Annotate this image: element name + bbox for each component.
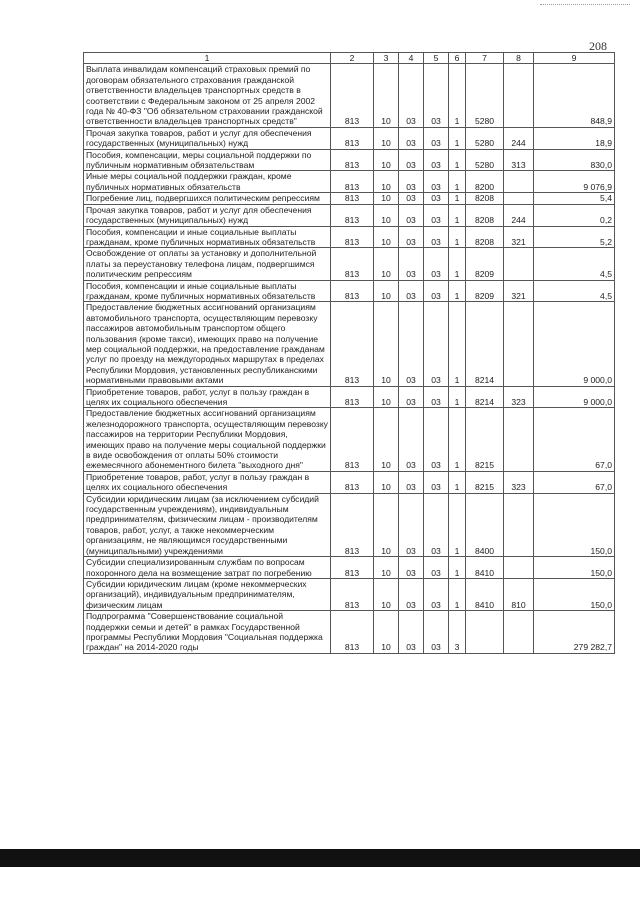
code-vr-cell [504,193,534,204]
row-name-cell: Субсидии юридическим лицам (кроме некоммерческих организаций), индивидуальным предпринимателям, физическим лицам [84,578,331,610]
code-cs2-cell: 1 [449,204,466,226]
code-gr-cell: 813 [331,471,374,493]
row-name-cell: Подпрограмма "Совершенствование социальной поддержки семьи и детей" в рамках Государственной программы Республики Мордовия "Социальная поддержка граждан" на 2014-2020 годы [84,611,331,654]
code-cs2-cell: 1 [449,226,466,248]
code-vr-cell [504,302,534,386]
code-cs2-cell: 1 [449,64,466,127]
amount-cell: 279 282,7 [534,611,615,654]
code-rz-cell: 10 [374,557,399,579]
amount-cell: 4,5 [534,280,615,302]
code-cs2-cell: 3 [449,611,466,654]
header-cell: 8 [504,53,534,64]
code-gr-cell: 813 [331,408,374,471]
row-name-cell: Приобретение товаров, работ, услуг в пользу граждан в целях их социального обеспечения [84,471,331,493]
code-rz-cell: 10 [374,127,399,149]
code-pr-cell: 03 [399,127,424,149]
row-name-cell: Прочая закупка товаров, работ и услуг для обеспечения государственных (муниципальных) нужд [84,204,331,226]
amount-cell: 830,0 [534,149,615,171]
code-gr-cell: 813 [331,171,374,193]
code-cs3-cell: 5280 [466,64,504,127]
code-pr-cell: 03 [399,248,424,280]
code-cs2-cell: 1 [449,302,466,386]
code-cs3-cell: 8215 [466,471,504,493]
code-cs1-cell: 03 [424,557,449,579]
code-gr-cell: 813 [331,193,374,204]
code-pr-cell: 03 [399,611,424,654]
header-cell: 1 [84,53,331,64]
code-gr-cell: 813 [331,204,374,226]
code-cs1-cell: 03 [424,280,449,302]
code-pr-cell: 03 [399,226,424,248]
code-cs2-cell: 1 [449,386,466,408]
code-cs2-cell: 1 [449,493,466,556]
row-name-cell: Субсидии специализированным службам по вопросам похоронного дела на возмещение затрат по погребению [84,557,331,579]
code-cs1-cell: 03 [424,493,449,556]
code-vr-cell: 313 [504,149,534,171]
code-cs2-cell: 1 [449,557,466,579]
row-name-cell: Предоставление бюджетных ассигнований организациям автомобильного транспорта, осуществляющим перевозку пассажиров автомобильным транспортом общего пользования (кроме такси), имеющих право на получение мер социальной поддержки, на предоставление гражданам услуг по проезду на междугородных маршрутах в пределах Республики Мордовия, установленных республиканскими нормативными правовыми актами [84,302,331,386]
table-row [84,386,615,408]
code-cs1-cell: 03 [424,127,449,149]
table-row [84,149,615,171]
row-name-cell: Пособия, компенсации и иные социальные выплаты гражданам, кроме публичных нормативных обязательств [84,280,331,302]
table-row [84,127,615,149]
code-pr-cell: 03 [399,578,424,610]
code-cs1-cell: 03 [424,204,449,226]
header-cell: 6 [449,53,466,64]
amount-cell: 9 000,0 [534,386,615,408]
table-row [84,408,615,471]
code-cs3-cell: 8215 [466,408,504,471]
code-rz-cell: 10 [374,471,399,493]
code-cs1-cell: 03 [424,408,449,471]
table-row [84,204,615,226]
code-cs3-cell: 8208 [466,226,504,248]
amount-cell: 9 076,9 [534,171,615,193]
amount-cell: 18,9 [534,127,615,149]
code-cs1-cell: 03 [424,64,449,127]
code-pr-cell: 03 [399,171,424,193]
table-row [84,193,615,204]
code-cs3-cell: 5280 [466,127,504,149]
scan-artifact [540,4,630,7]
code-rz-cell: 10 [374,248,399,280]
header-cell: 3 [374,53,399,64]
code-cs1-cell: 03 [424,149,449,171]
code-vr-cell [504,248,534,280]
code-cs3-cell: 5280 [466,149,504,171]
code-rz-cell: 10 [374,64,399,127]
budget-table [83,52,615,654]
code-gr-cell: 813 [331,611,374,654]
code-pr-cell: 03 [399,471,424,493]
code-gr-cell: 813 [331,149,374,171]
code-cs3-cell: 8208 [466,204,504,226]
code-cs3-cell: 8214 [466,302,504,386]
code-cs1-cell: 03 [424,611,449,654]
code-vr-cell: 323 [504,471,534,493]
code-cs1-cell: 03 [424,193,449,204]
code-cs2-cell: 1 [449,149,466,171]
code-cs3-cell: 8214 [466,386,504,408]
code-vr-cell [504,557,534,579]
amount-cell: 4,5 [534,248,615,280]
code-vr-cell: 244 [504,127,534,149]
code-cs2-cell: 1 [449,248,466,280]
code-gr-cell: 813 [331,386,374,408]
code-pr-cell: 03 [399,280,424,302]
amount-cell: 67,0 [534,408,615,471]
amount-cell: 5,4 [534,193,615,204]
code-pr-cell: 03 [399,557,424,579]
code-vr-cell: 323 [504,386,534,408]
code-cs3-cell: 8209 [466,248,504,280]
row-name-cell: Пособия, компенсации и иные социальные выплаты гражданам, кроме публичных нормативных обязательств [84,226,331,248]
row-name-cell: Погребение лиц, подвергшихся политическим репрессиям [84,193,331,204]
table-row [84,226,615,248]
code-rz-cell: 10 [374,386,399,408]
row-name-cell: Приобретение товаров, работ, услуг в пользу граждан в целях их социального обеспечения [84,386,331,408]
code-rz-cell: 10 [374,149,399,171]
code-vr-cell [504,64,534,127]
code-rz-cell: 10 [374,578,399,610]
code-cs1-cell: 03 [424,471,449,493]
header-cell: 2 [331,53,374,64]
code-cs1-cell: 03 [424,171,449,193]
code-vr-cell: 321 [504,280,534,302]
code-pr-cell: 03 [399,149,424,171]
code-cs3-cell: 8400 [466,493,504,556]
header-cell: 4 [399,53,424,64]
code-pr-cell: 03 [399,193,424,204]
table-row [84,248,615,280]
code-cs3-cell: 8209 [466,280,504,302]
code-cs2-cell: 1 [449,127,466,149]
code-rz-cell: 10 [374,280,399,302]
code-pr-cell: 03 [399,408,424,471]
code-gr-cell: 813 [331,493,374,556]
code-rz-cell: 10 [374,611,399,654]
code-rz-cell: 10 [374,493,399,556]
table-row [84,171,615,193]
table-row [84,64,615,127]
amount-cell: 5,2 [534,226,615,248]
code-cs1-cell: 03 [424,302,449,386]
code-rz-cell: 10 [374,408,399,471]
code-gr-cell: 813 [331,557,374,579]
amount-cell: 150,0 [534,493,615,556]
table-row [84,611,615,654]
code-pr-cell: 03 [399,204,424,226]
code-cs1-cell: 03 [424,578,449,610]
row-name-cell: Освобождение от оплаты за установку и дополнительной платы за переустановку телефона лицам, подвергшимся политическим репрессиям [84,248,331,280]
code-vr-cell [504,171,534,193]
code-gr-cell: 813 [331,127,374,149]
code-cs2-cell: 1 [449,578,466,610]
row-name-cell: Пособия, компенсации, меры социальной поддержки по публичным нормативным обязательствам [84,149,331,171]
code-cs2-cell: 1 [449,171,466,193]
code-gr-cell: 813 [331,248,374,280]
table-row [84,280,615,302]
table-row [84,302,615,386]
code-rz-cell: 10 [374,302,399,386]
code-gr-cell: 813 [331,578,374,610]
table-header-row [84,53,615,64]
code-gr-cell: 813 [331,64,374,127]
code-cs1-cell: 03 [424,226,449,248]
code-rz-cell: 10 [374,226,399,248]
code-rz-cell: 10 [374,171,399,193]
amount-cell: 848,9 [534,64,615,127]
amount-cell: 9 000,0 [534,302,615,386]
table-row [84,578,615,610]
table-row [84,557,615,579]
header-cell: 7 [466,53,504,64]
amount-cell: 150,0 [534,578,615,610]
code-cs2-cell: 1 [449,408,466,471]
code-gr-cell: 813 [331,226,374,248]
amount-cell: 0,2 [534,204,615,226]
code-vr-cell [504,611,534,654]
code-cs3-cell: 8410 [466,578,504,610]
row-name-cell: Прочая закупка товаров, работ и услуг для обеспечения государственных (муниципальных) нужд [84,127,331,149]
row-name-cell: Выплата инвалидам компенсаций страховых премий по договорам обязательного страхования гражданской ответственности владельцев транспортных средств в соответствии с Федеральным законом от 25 апреля 2002 года № 40-ФЗ "Об обязательном страховании гражданской ответственности владельцев транспортных средств" [84,64,331,127]
scan-border-bar [0,849,640,867]
code-cs3-cell: 8200 [466,171,504,193]
row-name-cell: Иные меры социальной поддержки граждан, кроме публичных нормативных обязательств [84,171,331,193]
header-cell: 5 [424,53,449,64]
code-cs2-cell: 1 [449,193,466,204]
code-vr-cell: 321 [504,226,534,248]
row-name-cell: Субсидии юридическим лицам (за исключением субсидий государственным учреждениям), индивидуальным предпринимателям, физическим лицам - производителям товаров, работ, услуг, а также некоммерческим организациям, не являющимся государственными (муниципальными) учреждениями [84,493,331,556]
code-vr-cell: 244 [504,204,534,226]
code-rz-cell: 10 [374,193,399,204]
amount-cell: 67,0 [534,471,615,493]
code-cs1-cell: 03 [424,386,449,408]
code-cs2-cell: 1 [449,471,466,493]
code-cs3-cell [466,611,504,654]
table-body [84,64,615,653]
code-pr-cell: 03 [399,302,424,386]
amount-cell: 150,0 [534,557,615,579]
code-cs3-cell: 8208 [466,193,504,204]
code-rz-cell: 10 [374,204,399,226]
code-gr-cell: 813 [331,280,374,302]
code-vr-cell: 810 [504,578,534,610]
code-cs2-cell: 1 [449,280,466,302]
code-gr-cell: 813 [331,302,374,386]
row-name-cell: Предоставление бюджетных ассигнований организациям железнодорожного транспорта, осуществляющим перевозку пассажиров на территории Республики Мордовия, имеющих право на получение меры социальной поддержки в виде освобождения от оплаты 50% стоимости ежемесячного абонементного билета "выходного дня" [84,408,331,471]
header-cell: 9 [534,53,615,64]
code-pr-cell: 03 [399,64,424,127]
page-number: 208 [589,39,607,53]
table-row [84,471,615,493]
code-vr-cell [504,408,534,471]
table-row [84,493,615,556]
code-cs1-cell: 03 [424,248,449,280]
code-pr-cell: 03 [399,493,424,556]
code-pr-cell: 03 [399,386,424,408]
code-cs3-cell: 8410 [466,557,504,579]
code-vr-cell [504,493,534,556]
